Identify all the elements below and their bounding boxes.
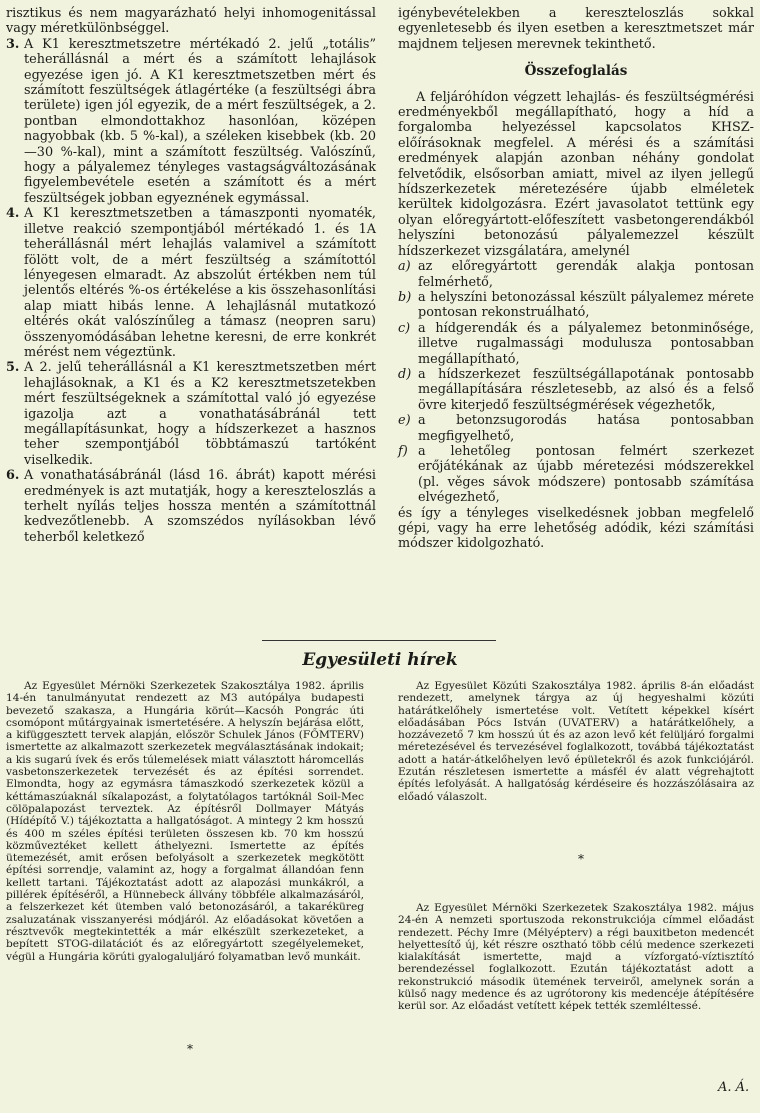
item-text: A vonathatásábránál (lásd 16. ábrát) kapott mérési eredmények is azt mutatják, hogy a kereszteloszlás a terhelt nyílás teljes hossza mentén a számítottnál kedvezőtlenebb. A szomszédos nyílásokban lévő teherből keletkező: [24, 468, 376, 545]
list-text: a betonzsugorodás hatása pontosabban megfigyelhető,: [418, 413, 754, 444]
list-item: [398, 367, 754, 413]
separator-star: *: [187, 1042, 193, 1056]
item-number: 4.: [6, 206, 20, 222]
list-text: a hídgerendák és a pályalemez betonminősége, illetve rugalmassági modulusza pontosabban megállapítható,: [418, 320, 754, 367]
item-text: A K1 keresztmetszetre mértékadó 2. jelű „totális” teherállásnál a mért és a számított lehajlások egyezése igen jó. A K1 keresztmetszetben mért és számított feszültségek átlagértéke (a feszültségi ábra területe) igen jól egyezik, de a mért feszültségek, a 2. pontban elmondottakhoz hasonlóan, középen nagyobbak (kb. 5 %-kal), a széleken kisebbek (kb. 20—30 %-kal), mint a számított feszültség. Valószínű, hogy a pályalemez tényleges vastagságváltozásának figyelembevétele esetén a számított és a mért feszültségek jobban egyeznének egymással.: [24, 36, 376, 206]
list-item: [398, 290, 754, 321]
news-article-right-top: Az Egyesület Közúti Szakosztálya 1982. április 8-án előadást rendezett, amelynek tárgya az új hegyeshalmi közúti határátkelőhely ismertetése volt. Vetített képekkel kísért előadásában Pócs István (UVATERV) a határátkelőhely, a hozzávezető 7 km hosszú út és az azon levő két felüljáró forgalmi méretezésével és tervezésével foglalkozott, továbbá tájékoztatást adott a határ-átkelőhelyen levő épületekről és azok funkciójáról. Ezután részletesen ismertette a másfél év alatt végrehajtott építés lefolyását. A hallgatóság kérdéseire és hozzászólásaira az előadó válaszolt.: [398, 680, 754, 803]
numbered-item: [6, 468, 376, 545]
list-item: [398, 413, 754, 444]
list-text: a hídszerkezet feszültségállapotának pontosabb megállapítására részletesebb, az alsó és a felső övre kiterjedő feszültségmérések végezhetők,: [418, 366, 754, 413]
paragraph: igénybevételekben a kereszteloszlás sokkal egyenletesebb és ilyen esetben a keresztmetszet már majdnem teljesen merevnek tekinthető.: [398, 6, 754, 52]
paragraph: risztikus és nem magyarázható helyi inhomogenitással vagy méretkülönbséggel.: [6, 6, 376, 37]
item-number: 5.: [6, 360, 20, 376]
numbered-item: [6, 360, 376, 468]
item-text: A K1 keresztmetszetben a támaszponti nyomaték, illetve reakció szempontjából mértékadó 1. és 1A teherállásnál mért lehajlás valamivel a számított fölött volt, de a mért feszültség a számítottól lényegesen elmaradt. Az abszolút értékben nem túl jelentős eltérés %-os értékelése a kis összehasonlítási alap miatt hibás lenne. A lehajlásnál mutatkozó eltérés okát valószínűleg a támasz (neopren saru) összenyomódásában lehetne keresni, de erre konkrét mérést nem végeztünk.: [24, 206, 376, 360]
list-text: a helyszíni betonozással készült pályalemez mérete pontosan rekonstruálható,: [418, 289, 754, 321]
left-column: [6, 6, 376, 545]
summary-paragraph: A feljáróhídon végzett lehajlás- és feszültségmérési eredményekből megállapítható, hogy a híd a forgalomba helyezéssel kapcsolatos KHSZ-előírásoknak megfelel. A mérési és a számítási eredmények alapján azonban néhány gondolat felvetődik, elsősorban amiatt, mivel az ilyen jellegű hídszerkezetek méretezésére újabb elméletek kerültek kidolgozásra. Ezért javasolatot tettünk egy olyan előregyártott-előfeszített vasbetongerendákból helyszíni betonozású pályalemezzel készült hídszerkezet vizsgálatára, amelynél: [398, 89, 754, 259]
list-letter: c): [398, 320, 411, 336]
list-letter: d): [398, 366, 412, 382]
item-number: 3.: [6, 36, 20, 52]
list-item: [398, 321, 754, 367]
closing-paragraph: és így a tényleges viselkedésnek jobban megfelelő gépi, vagy ha erre lehetőség adódik, kézi számítási módszer kidolgozható.: [398, 505, 754, 552]
news-article-left: Az Egyesület Mérnöki Szerkezetek Szakosztálya 1982. április 14-én tanulmányutat rendezett az M3 autópálya budapesti bevezető szakasza, a Hungária körút—Kacsóh Pongrác úti csomópont műtárgyainak ismertetésére. A helyszín bejárása előtt, a kifüggesztett tervek alapján, először Schulek János (FŐMTERV) ismertette az alkalmazott szerkezetek megválasztásának indokait; a kis sugarú ívek és erős túlemelések miatt választott háromcellás vasbetonszerkezetek tervezését és az építési sorrendet. Elmondta, hogy az egymásra támaszkodó szerkezetek közül a kéttámaszúaknál síkalapozást, a folytatólagos tartóknál Soil-Mec cölöpalapozást terveztek. Az építésről Dollmayer Mátyás (Hídépítő V.) tájékoztatta a hallgatóságot. A mintegy 2 km hosszú és 400 m széles építési területen összesen kb. 70 km hosszú közműveztéket kellett áthelyezni. Ismertette az építés ütemezését, amit erősen befolyásolt a szerkezetek megkötött építési sorrendje, valamint az, hogy a forgalmat állandóan fenn kellett tartani. Tájékoztatást adott az alapozási munkákról, a pillérek építéséről, a Hünnebeck állvány többféle alkalmazásáról, a felszerkezet két ütemben való betonozásáról, a takaréküreg zsaluzatának visszanyerési módjáról. Az előadásokat követően a résztvevők megtekintették a már elkészült szerkezeteket, a bepített STOG-dilatációt és az előregyártott szegélyelemeket, végül a Hungária körúti gyalogaluljáró folyamatban levő munkáit.: [6, 680, 364, 963]
item-number: 6.: [6, 468, 20, 484]
right-column: [398, 6, 754, 552]
numbered-item: [6, 206, 376, 360]
news-article-right-bottom: Az Egyesület Mérnöki Szerkezetek Szakosztálya 1982. május 24-én A nemzeti sportuszoda rekonstrukciója címmel előadást rendezett. Péchy Imre (Mélyépterv) a régi bauxitbeton medencét helyettesítő új, két részre osztható több célú medence szerkezeti kialakítását ismertette, majd a vízforgató-víztisztító berendezéssel foglalkozott. Ezután tájékoztatást adott a rekonstrukció második ütemének terveiről, amelynek során a külső nagy medence és az ugrótorony kis medencéje átépítésére kerül sor. Az előadást vetített képek tették szemléltessé.: [398, 902, 754, 1013]
section-heading: Összefoglalás: [524, 63, 628, 80]
signature: A. Á.: [718, 1080, 750, 1095]
list-item: [398, 259, 754, 290]
news-title: Egyesületi hírek: [302, 650, 458, 670]
list-letter: e): [398, 413, 411, 429]
separator-star: *: [578, 852, 584, 866]
numbered-item: [6, 37, 376, 206]
list-letter: f): [398, 443, 408, 459]
list-letter: a): [398, 259, 411, 275]
section-divider: [262, 640, 496, 641]
list-text: a lehetőleg pontosan felmért szerkezet erőjátékának az újabb méretezési módszerekkel (pl. věges sávok módszere) pontosabb számítása elvégezhető,: [418, 443, 754, 506]
list-text: az előregyártott gerendák alakja pontosan felmérhető,: [418, 259, 754, 290]
list-letter: b): [398, 289, 412, 305]
list-item: [398, 444, 754, 506]
item-text: A 2. jelű teherállásnál a K1 keresztmetszetben mért lehajlásoknak, a K1 és a K2 keresztmetszetekben mért feszültségeknek a számítottal való jó egyezése igazolja azt a vonathatásábránál tett megállapításunkat, hogy a hídszerkezet a hasznos teher szempontjából többtámaszú tartóként viselkedik.: [24, 360, 376, 468]
